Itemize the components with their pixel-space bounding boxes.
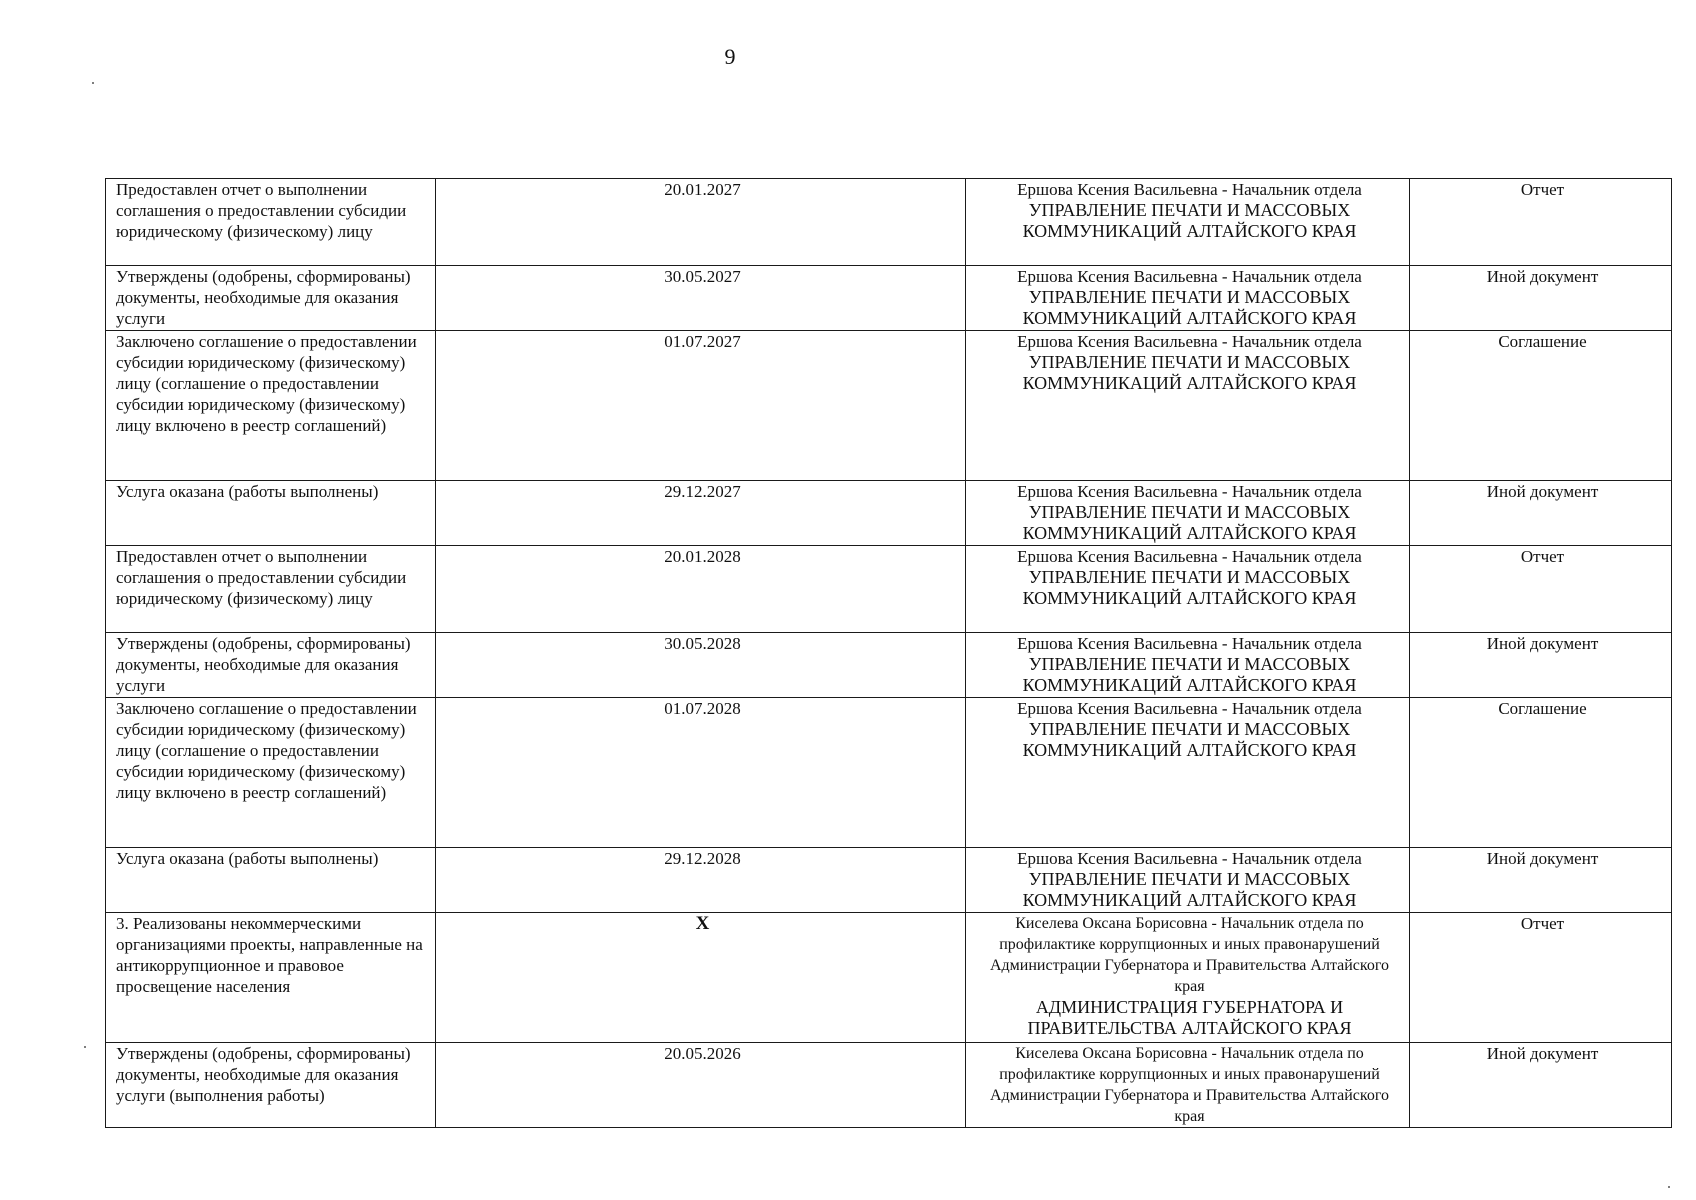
document-type-cell: Соглашение (1410, 698, 1672, 848)
date-cell: 20.01.2028 (436, 546, 966, 633)
document-type-cell: Иной документ (1410, 266, 1672, 331)
date-cell: 20.01.2027 (436, 179, 966, 266)
event-cell: Заключено соглашение о предоставлении субсидии юридическому (физическому) лицу (соглашение о предоставлении субсидии юридическому (физическому) лицу включено в реестр соглашений) (106, 331, 436, 481)
responsible-cell (966, 481, 1410, 546)
document-type-cell: Иной документ (1410, 848, 1672, 913)
responsible-person: Киселева Оксана Борисовна - Начальник отдела по профилактике коррупционных и иных правонарушений Администрации Губернатора и Правительства Алтайского края (989, 1045, 1390, 1125)
organization-name: УПРАВЛЕНИЕ ПЕЧАТИ И МАССОВЫХ КОММУНИКАЦИЙ АЛТАЙСКОГО КРАЯ (1022, 654, 1357, 695)
date-cell: 30.05.2028 (436, 633, 966, 698)
document-type-cell: Отчет (1410, 179, 1672, 266)
organization-name: УПРАВЛЕНИЕ ПЕЧАТИ И МАССОВЫХ КОММУНИКАЦИЙ АЛТАЙСКОГО КРАЯ (1022, 502, 1357, 543)
responsible-person: Ершова Ксения Васильевна - Начальник отдела (1017, 547, 1362, 566)
document-type-cell: Иной документ (1410, 633, 1672, 698)
date-cell: 30.05.2027 (436, 266, 966, 331)
table-row (106, 179, 1672, 266)
plan-table (105, 178, 1672, 1128)
responsible-person: Ершова Ксения Васильевна - Начальник отдела (1017, 267, 1362, 286)
event-cell: Предоставлен отчет о выполнении соглашения о предоставлении субсидии юридическому (физическому) лицу (106, 546, 436, 633)
document-type-cell: Иной документ (1410, 481, 1672, 546)
table-row (106, 913, 1672, 1043)
responsible-person: Ершова Ксения Васильевна - Начальник отдела (1017, 482, 1362, 501)
organization-name: УПРАВЛЕНИЕ ПЕЧАТИ И МАССОВЫХ КОММУНИКАЦИЙ АЛТАЙСКОГО КРАЯ (1022, 287, 1357, 328)
responsible-cell (966, 546, 1410, 633)
responsible-person: Ершова Ксения Васильевна - Начальник отдела (1017, 699, 1362, 718)
table-row (106, 1043, 1672, 1128)
responsible-cell (966, 633, 1410, 698)
table-row (106, 848, 1672, 913)
responsible-cell (966, 1043, 1410, 1128)
date-cell: 29.12.2027 (436, 481, 966, 546)
responsible-person: Ершова Ксения Васильевна - Начальник отдела (1017, 634, 1362, 653)
document-type-cell: Отчет (1410, 913, 1672, 1043)
table-row (106, 481, 1672, 546)
responsible-person: Ершова Ксения Васильевна - Начальник отдела (1017, 849, 1362, 868)
organization-name: УПРАВЛЕНИЕ ПЕЧАТИ И МАССОВЫХ КОММУНИКАЦИЙ АЛТАЙСКОГО КРАЯ (1022, 567, 1357, 608)
responsible-cell (966, 913, 1410, 1043)
responsible-cell (966, 179, 1410, 266)
table-row (106, 546, 1672, 633)
scan-speck (92, 82, 94, 84)
event-cell: Утверждены (одобрены, сформированы) документы, необходимые для оказания услуги (выполнения работы) (106, 1043, 436, 1128)
organization-name: УПРАВЛЕНИЕ ПЕЧАТИ И МАССОВЫХ КОММУНИКАЦИЙ АЛТАЙСКОГО КРАЯ (1022, 719, 1357, 760)
date-cell: 01.07.2027 (436, 331, 966, 481)
event-cell: Утверждены (одобрены, сформированы) документы, необходимые для оказания услуги (106, 266, 436, 331)
date-cell: 01.07.2028 (436, 698, 966, 848)
date-cell: X (436, 913, 966, 1043)
table-row (106, 698, 1672, 848)
organization-name: УПРАВЛЕНИЕ ПЕЧАТИ И МАССОВЫХ КОММУНИКАЦИЙ АЛТАЙСКОГО КРАЯ (1022, 200, 1357, 241)
event-cell: Услуга оказана (работы выполнены) (106, 481, 436, 546)
table-row (106, 331, 1672, 481)
event-cell: 3. Реализованы некоммерческими организациями проекты, направленные на антикоррупционное и правовое просвещение населения (106, 913, 436, 1043)
responsible-cell (966, 698, 1410, 848)
event-cell: Утверждены (одобрены, сформированы) документы, необходимые для оказания услуги (106, 633, 436, 698)
responsible-person: Ершова Ксения Васильевна - Начальник отдела (1017, 332, 1362, 351)
organization-name: АДМИНИСТРАЦИЯ ГУБЕРНАТОРА И ПРАВИТЕЛЬСТВА АЛТАЙСКОГО КРАЯ (1027, 997, 1352, 1038)
document-type-cell: Соглашение (1410, 331, 1672, 481)
document-type-cell: Иной документ (1410, 1043, 1672, 1128)
responsible-person: Ершова Ксения Васильевна - Начальник отдела (1017, 180, 1362, 199)
organization-name: УПРАВЛЕНИЕ ПЕЧАТИ И МАССОВЫХ КОММУНИКАЦИЙ АЛТАЙСКОГО КРАЯ (1022, 869, 1357, 910)
responsible-cell (966, 331, 1410, 481)
organization-name: УПРАВЛЕНИЕ ПЕЧАТИ И МАССОВЫХ КОММУНИКАЦИЙ АЛТАЙСКОГО КРАЯ (1022, 352, 1357, 393)
scan-speck (84, 1046, 86, 1048)
table-row (106, 266, 1672, 331)
event-cell: Предоставлен отчет о выполнении соглашения о предоставлении субсидии юридическому (физическому) лицу (106, 179, 436, 266)
page-number: 9 (724, 44, 736, 69)
document-type-cell: Отчет (1410, 546, 1672, 633)
scan-speck (1668, 1186, 1670, 1188)
responsible-cell (966, 266, 1410, 331)
event-cell: Услуга оказана (работы выполнены) (106, 848, 436, 913)
date-cell: 20.05.2026 (436, 1043, 966, 1128)
responsible-cell (966, 848, 1410, 913)
responsible-person: Киселева Оксана Борисовна - Начальник отдела по профилактике коррупционных и иных правонарушений Администрации Губернатора и Правительства Алтайского края (989, 915, 1390, 995)
table-row (106, 633, 1672, 698)
event-cell: Заключено соглашение о предоставлении субсидии юридическому (физическому) лицу (соглашение о предоставлении субсидии юридическому (физическому) лицу включено в реестр соглашений) (106, 698, 436, 848)
date-cell: 29.12.2028 (436, 848, 966, 913)
